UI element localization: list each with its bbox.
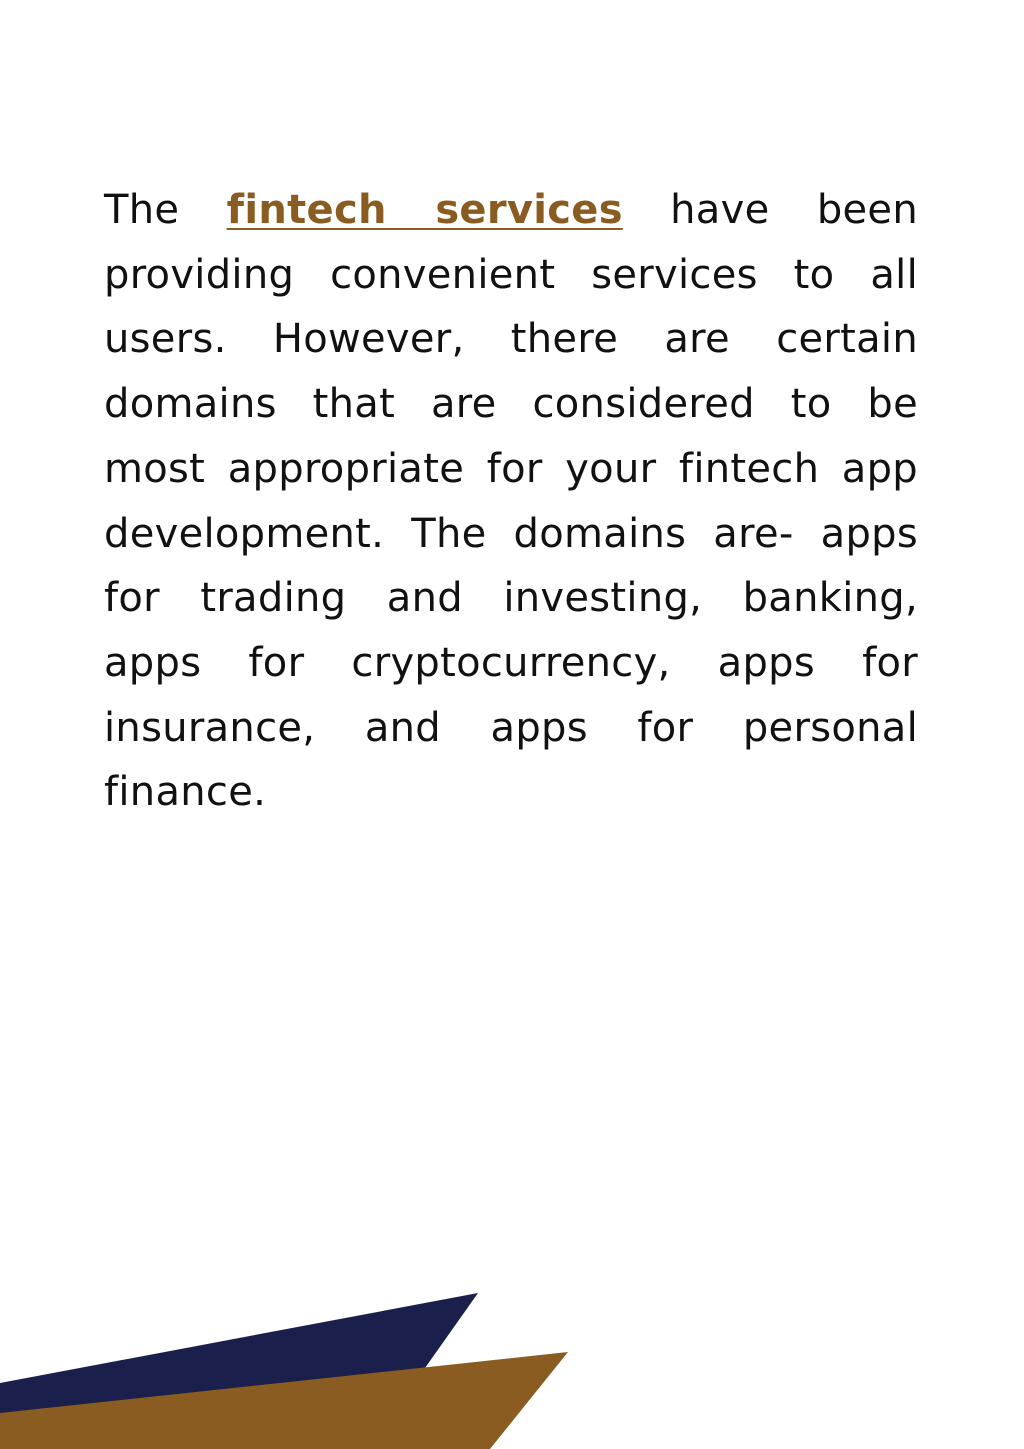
fintech-services-link[interactable]: fintech services [226, 187, 623, 233]
paragraph-lead-text: The [104, 187, 227, 233]
body-paragraph [104, 178, 918, 825]
paragraph-body-text: have been providing convenient services to all users. However, there are certain domains that are considered to be most appropriate for your fintech app development. The domains are- apps for trading and investing, banking, apps for cryptocurrency, apps for insurance, and apps for personal finance. [104, 187, 918, 816]
decorative-corner-stripes [0, 1290, 580, 1449]
